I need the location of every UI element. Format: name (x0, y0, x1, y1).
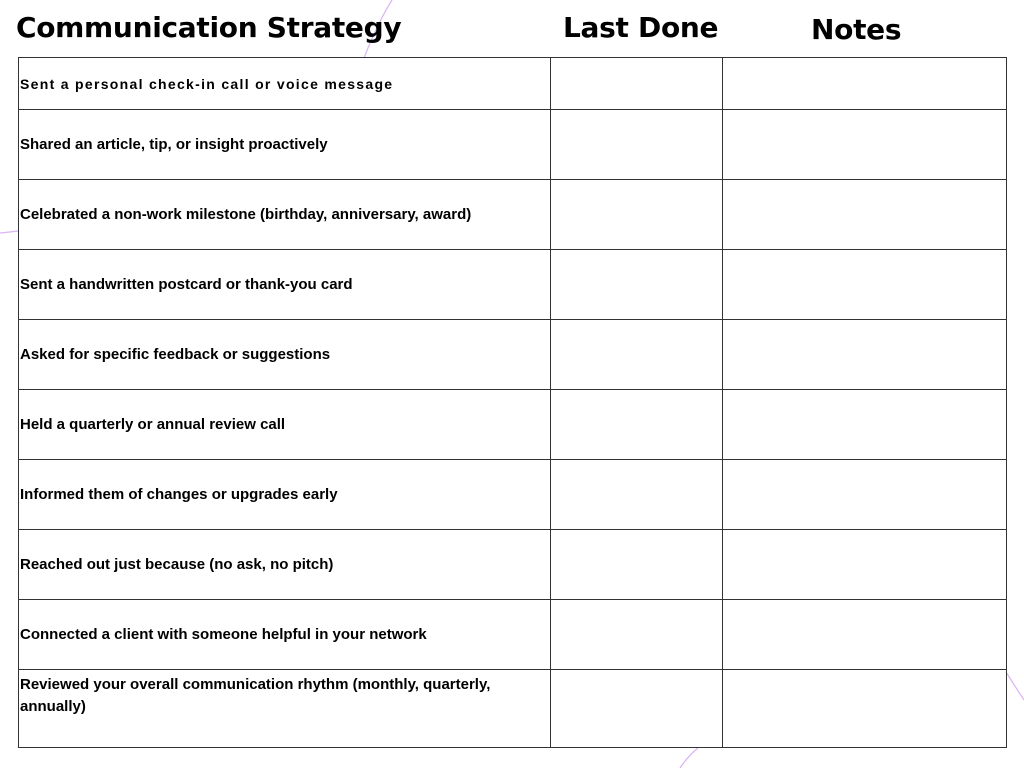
last-done-cell[interactable] (551, 460, 723, 530)
last-done-cell[interactable] (551, 180, 723, 250)
notes-cell[interactable] (723, 390, 1007, 460)
last-done-cell[interactable] (551, 600, 723, 670)
strategy-cell (19, 600, 551, 670)
strategy-text: Celebrated a non-work milestone (birthday, anniversary, award) (20, 205, 472, 223)
decor-arc-bottom (680, 748, 698, 768)
strategy-text: Shared an article, tip, or insight proactively (20, 135, 328, 153)
strategy-text: Reached out just because (no ask, no pitch) (20, 555, 334, 573)
strategy-text: Asked for specific feedback or suggestions (20, 345, 331, 363)
communication-strategy-table (18, 57, 1007, 748)
strategy-cell (19, 390, 551, 460)
last-done-cell[interactable] (551, 58, 723, 110)
table-row (19, 670, 1007, 748)
notes-cell[interactable] (723, 250, 1007, 320)
strategy-cell (19, 530, 551, 600)
last-done-cell[interactable] (551, 530, 723, 600)
last-done-cell[interactable] (551, 320, 723, 390)
notes-cell[interactable] (723, 600, 1007, 670)
strategy-text: Informed them of changes or upgrades early (20, 485, 338, 503)
strategy-column-header: Communication Strategy (16, 11, 402, 44)
last-done-cell[interactable] (551, 390, 723, 460)
table-row (19, 250, 1007, 320)
strategy-text: Connected a client with someone helpful in your network (20, 625, 427, 643)
notes-cell[interactable] (723, 530, 1007, 600)
strategy-cell (19, 110, 551, 180)
table-row (19, 320, 1007, 390)
notes-cell[interactable] (723, 320, 1007, 390)
notes-cell[interactable] (723, 670, 1007, 748)
last-done-cell[interactable] (551, 250, 723, 320)
strategy-text: Sent a handwritten postcard or thank-you card (20, 275, 353, 293)
notes-cell[interactable] (723, 110, 1007, 180)
table-row (19, 530, 1007, 600)
notes-column-header: Notes (811, 13, 902, 46)
last-done-column-header: Last Done (563, 11, 719, 44)
strategy-cell (19, 320, 551, 390)
table-row (19, 460, 1007, 530)
table-row (19, 110, 1007, 180)
table-row (19, 180, 1007, 250)
table-row (19, 600, 1007, 670)
last-done-cell[interactable] (551, 670, 723, 748)
notes-cell[interactable] (723, 58, 1007, 110)
decor-arc-right (1006, 672, 1024, 700)
notes-cell[interactable] (723, 460, 1007, 530)
decor-line-left (0, 231, 18, 233)
strategy-cell (19, 250, 551, 320)
strategy-text: Reviewed your overall communication rhythm (monthly, quarterly, annually) (20, 676, 491, 715)
table-row (19, 58, 1007, 110)
table-row (19, 390, 1007, 460)
strategy-cell (19, 670, 551, 748)
notes-cell[interactable] (723, 180, 1007, 250)
strategy-text: Held a quarterly or annual review call (20, 415, 286, 433)
strategy-text: Sent a personal check-in call or voice message (20, 75, 394, 92)
last-done-cell[interactable] (551, 110, 723, 180)
strategy-cell (19, 180, 551, 250)
strategy-cell (19, 58, 551, 110)
strategy-cell (19, 460, 551, 530)
